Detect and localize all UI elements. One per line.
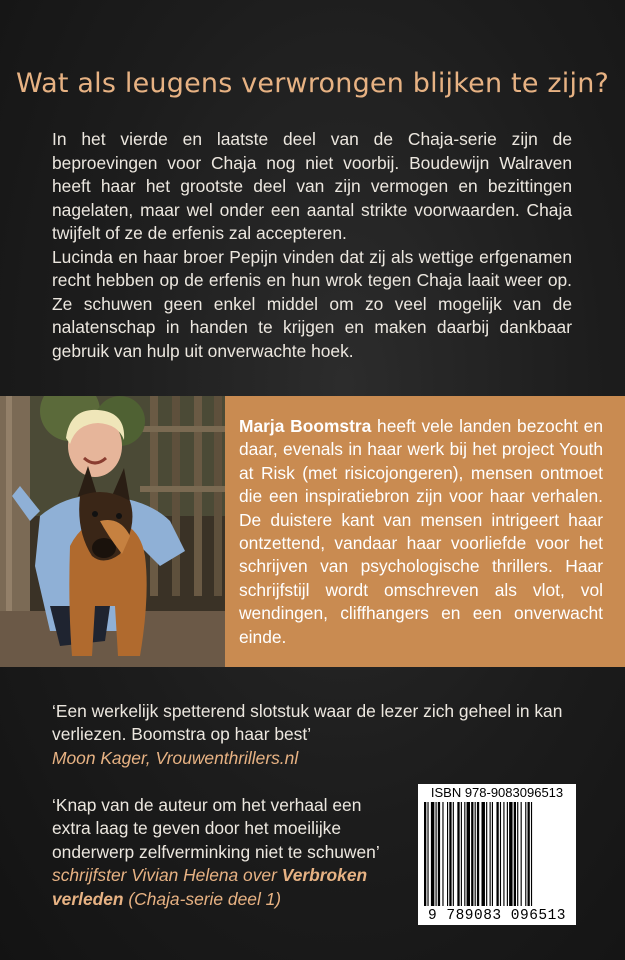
review-quote-1-text: ‘Een werkelijk spetterend slotstuk waar de lezer zich geheel in kan verliezen. Boomstra op haar best’ <box>52 701 563 745</box>
isbn-label: ISBN 978-9083096513 <box>430 785 564 800</box>
blurb-paragraph-2: Lucinda en haar broer Pepijn vinden dat zij als wettige erfgenamen recht hebben op de erfenis en hun wrok tegen Chaja laait weer op. Ze schuwen geen enkel middel om zo veel mogelijk van de nalatenschap in handen te krijgen en maken daarbij dankbaar gebruik van hulp uit onverwachte hoek. <box>52 246 572 361</box>
review-quote-2-source-suffix: (Chaja-serie deel 1) <box>123 888 282 909</box>
author-name: Marja Boomstra <box>239 416 372 436</box>
review-quote-1 <box>52 700 597 770</box>
isbn-digits: 9 789083 096513 <box>427 908 567 924</box>
author-photo <box>0 396 225 667</box>
back-cover-headline: Wat als leugens verwrongen blijken te zijn? <box>15 68 610 99</box>
review-quote-2 <box>52 794 397 911</box>
review-quote-2-source-prefix: schrijfster Vivian Helena over <box>52 865 282 886</box>
barcode-bars <box>424 802 570 906</box>
review-quote-2-source <box>52 864 397 911</box>
review-quote-2-source-title: Verbroken verleden <box>52 865 368 909</box>
author-bio <box>239 415 603 649</box>
isbn-barcode <box>418 784 576 925</box>
author-section <box>0 396 625 667</box>
blurb-paragraph-1: In het vierde en laatste deel van de Chaja-serie zijn de beproevingen voor Chaja nog niet voorbij. Boudewijn Walraven heeft haar het grootste deel van zijn vermogen en bezittingen nagelaten, maar wel onder een aantal strikte voorwaarden. Chaja twijfelt of ze de erfenis zal accepteren. <box>52 129 572 243</box>
author-bio-text: heeft vele landen bezocht en daar, evenals in haar werk bij het project Youth at Risk (met risicojongeren), mensen ontmoet die een inspiratiebron zijn voor haar verhalen. De duistere kant van mensen intrigeert haar ontzettend, vandaar haar voorliefde voor het schrijven van psychologische thrillers. Haar schrijfstijl wordt omschreven als vlot, vol wendingen, cliffhangers en een onverwacht einde. <box>239 416 603 647</box>
book-blurb <box>52 128 572 363</box>
review-quote-2-text: ‘Knap van de auteur om het verhaal een extra laag te geven door het moeilijke onderwerp zelfverminking niet te schuwen’ <box>52 795 380 862</box>
review-quote-1-source: Moon Kager, Vrouwenthrillers.nl <box>52 747 299 768</box>
